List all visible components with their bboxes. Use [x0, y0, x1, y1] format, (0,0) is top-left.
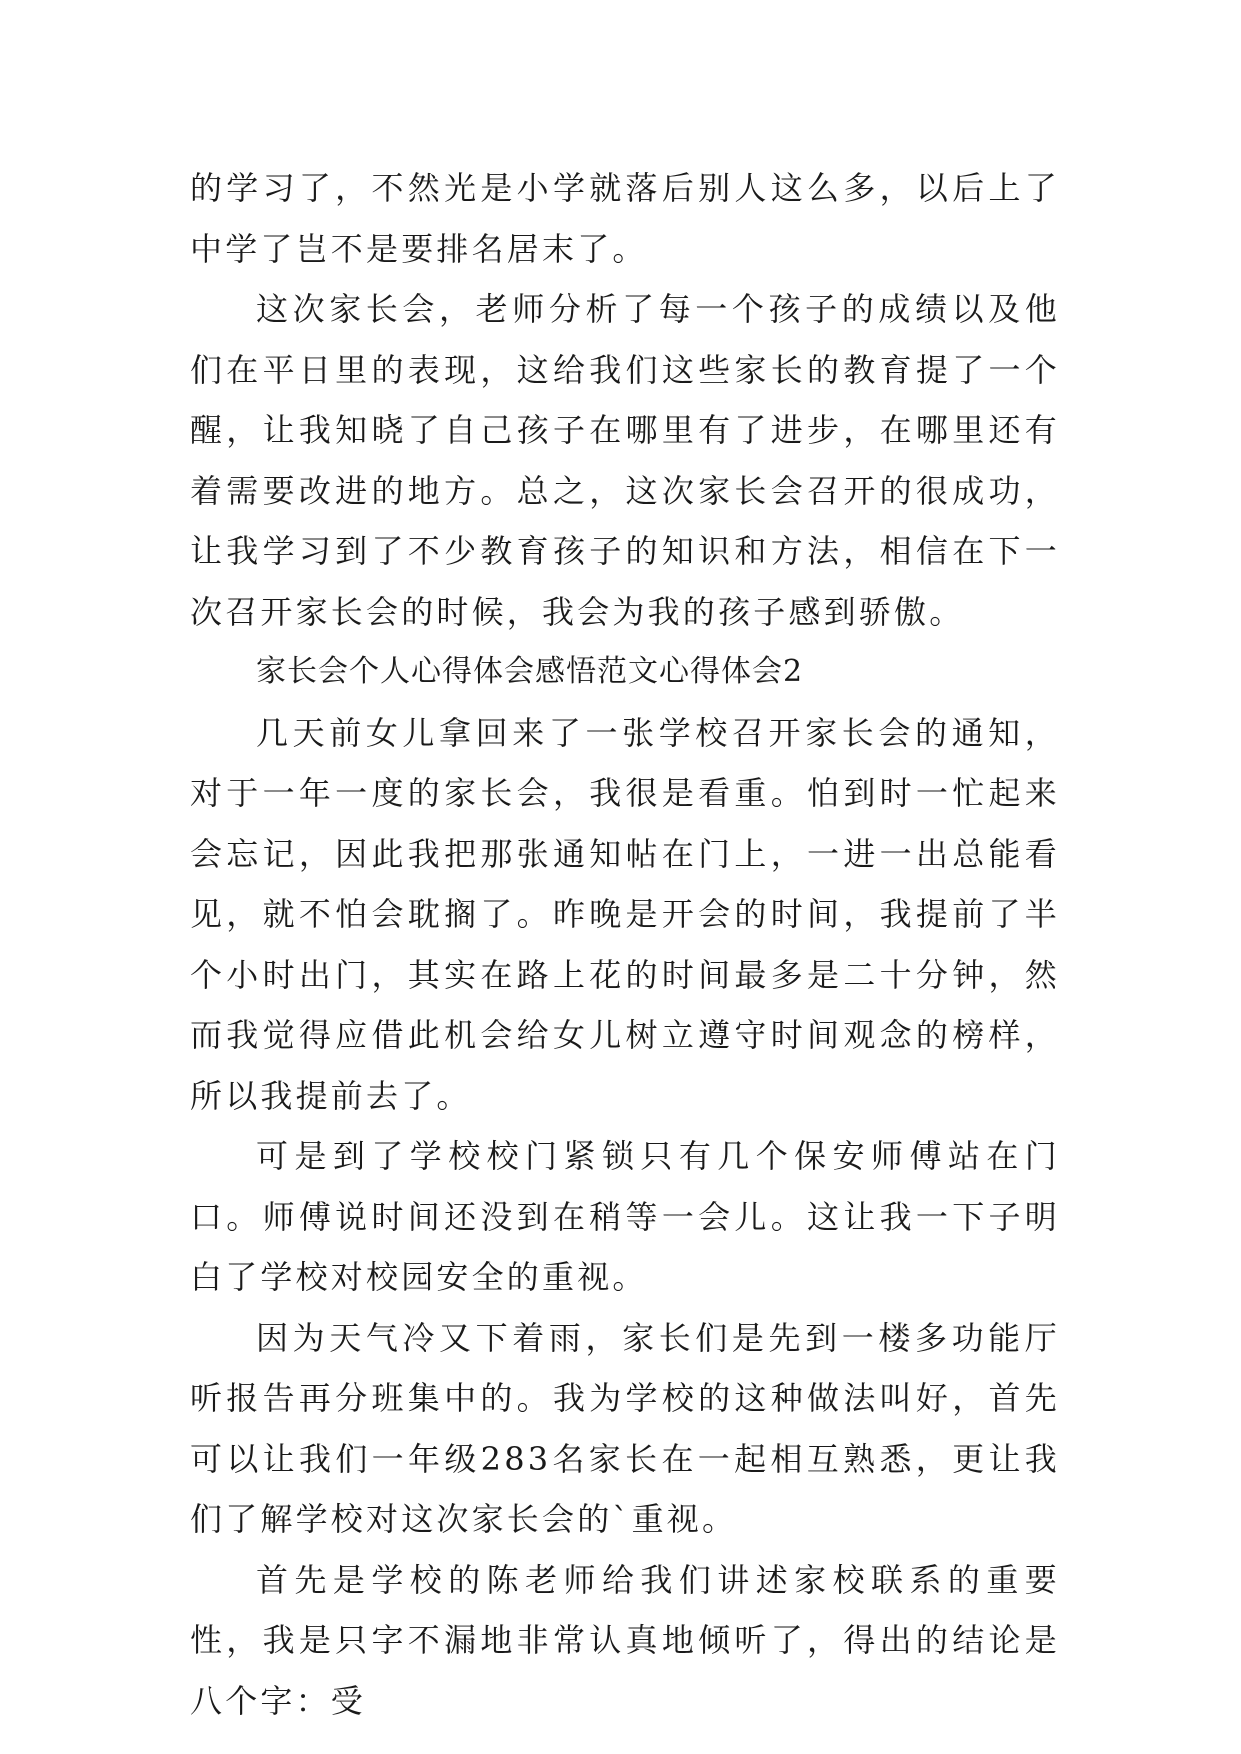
section-heading: 家长会个人心得体会感悟范文心得体会2	[256, 654, 804, 689]
paragraph-parent-meeting-summary: 这次家长会，老师分析了每一个孩子的成绩以及他们在平日里的表现，这给我们这些家长的教育提了一个醒，让我知晓了自己孩子在哪里有了进步，在哪里还有着需要改进的地方。总之，这次家长会召开的很成功，让我学习到了不少教育孩子的知识和方法，相信在下一次召开家长会的时候，我会为我的孩子感到骄傲。	[190, 290, 1060, 631]
paragraph-notice: 几天前女儿拿回来了一张学校召开家长会的通知，对于一年一度的家长会，我很是看重。怕到时一忙起来会忘记，因此我把那张通知帖在门上，一进一出总能看见，就不怕会耽搁了。昨晚是开会的时间，我提前了半个小时出门，其实在路上花的时间最多是二十分钟，然而我觉得应借此机会给女儿树立遵守时间观念的榜样，所以我提前去了。	[190, 713, 1060, 1115]
paragraph-school-gate: 可是到了学校校门紧锁只有几个保安师傅站在门口。师傅说时间还没到在稍等一会儿。这让我一下子明白了学校对校园安全的重视。	[190, 1137, 1060, 1296]
paragraph-continuation: 的学习了，不然光是小学就落后别人这么多，以后上了中学了岂不是要排名居末了。	[190, 169, 1060, 268]
paragraph-assembly-hall: 因为天气冷又下着雨，家长们是先到一楼多功能厅听报告再分班集中的。我为学校的这种做法叫好，首先可以让我们一年级283名家长在一起相互熟悉，更让我们了解学校对这次家长会的`重视。	[190, 1318, 1060, 1538]
paragraph-teacher-talk: 首先是学校的陈老师给我们讲述家校联系的重要性，我是只字不漏地非常认真地倾听了，得出的结论是八个字：受	[190, 1560, 1060, 1720]
document-body	[190, 158, 1060, 1731]
